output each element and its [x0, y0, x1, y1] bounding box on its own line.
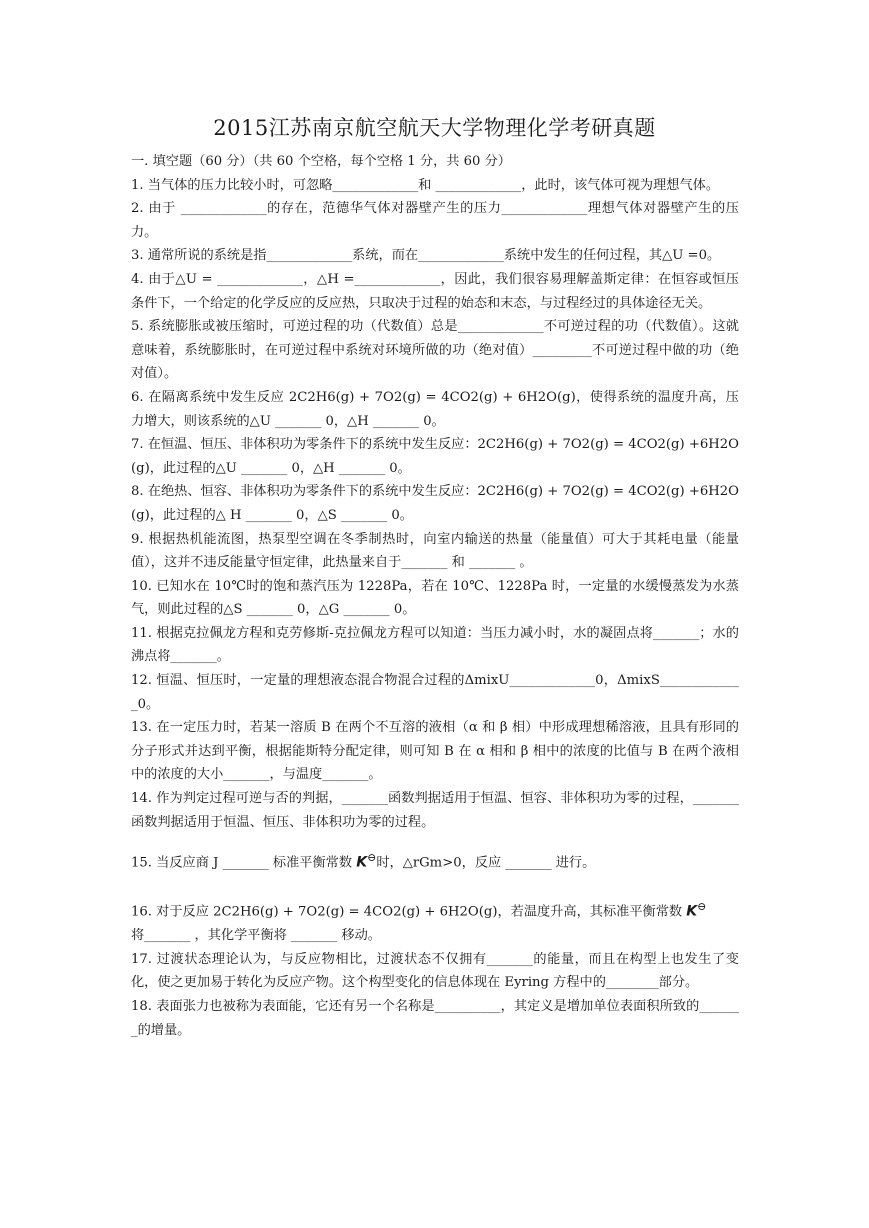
question-8: 8. 在绝热、恒容、非体积功为零条件下的系统中发生反应：2C2H6(g) + 7O2(g) = 4CO2(g) +6H2O(g)，此过程的△ H _______ 0，△S _______ 0。 — [131, 484, 739, 523]
question-14: 14. 作为判定过程可逆与否的判据，_______函数判据适用于恒温、恒容、非体积功为零的过程，_______函数判据适用于恒温、恒压、非体积功为零的过程。 — [131, 791, 739, 830]
question-2: 2. 由于 _____________的存在，范德华气体对器壁产生的压力_____________理想气体对器壁产生的压力。 — [131, 201, 739, 240]
question-9: 9. 根据热机能流图，热泵型空调在冬季制热时，向室内输送的热量（能量值）可大于其耗电量（能量值），这并不违反能量守恒定律，此热量来自于_______ 和 _______ 。 — [131, 531, 739, 571]
question-10: 10. 已知水在 10℃时的饱和蒸汽压为 1228Pa，若在 10℃、1228Pa 时，一定量的水缓慢蒸发为水蒸气，则此过程的△S _______ 0，△G _______ 0。 — [131, 578, 739, 618]
q15-text-after: 时，△rGm>0，反应 _______ 进行。 — [376, 855, 596, 871]
standard-state-superscript: ⊖ — [697, 900, 707, 914]
section-heading: 一. 填空题（60 分）（共 60 个空格，每个空格 1 分，共 60 分） — [131, 154, 511, 169]
question-15 — [131, 846, 739, 875]
q16-text-after: 将_______ ，其化学平衡将 _______ 移动。 — [131, 928, 381, 944]
equilibrium-constant-symbol: K — [356, 854, 368, 871]
standard-state-superscript: ⊖ — [367, 851, 377, 865]
question-11: 11. 根据克拉佩龙方程和克劳修斯-克拉佩龙方程可以知道：当压力减小时，水的凝固点将_______；水的沸点将_______。 — [131, 625, 739, 665]
question-13: 13. 在一定压力时，若某一溶质 B 在两个不互溶的液相（α 和 β 相）中形成理想稀溶液，且具有形同的分子形式并达到平衡，根据能斯特分配定律，则可知 B 在 α 相和 β 相中的浓度的比值与 B 在两个液相中的浓度的大小_______，与温度_______。 — [131, 720, 739, 783]
question-4: 4. 由于△U = _____________，△H =_____________，因此，我们很容易理解盖斯定律：在恒容或恒压条件下，一个给定的化学反应的反应热，只取决于过程的始态和末态，与过程经过的具体途径无关。 — [131, 271, 739, 311]
q15-text-before: 15. 当反应商 J _______ 标准平衡常数 — [131, 855, 357, 871]
question-7: 7. 在恒温、恒压、非体积功为零条件下的系统中发生反应：2C2H6(g) + 7O2(g) = 4CO2(g) +6H2O(g)，此过程的△U _______ 0，△H _______ 0。 — [131, 437, 739, 476]
q16-text-before: 16. 对于反应 2C2H6(g) + 7O2(g) = 4CO2(g) + 6H2O(g)，若温度升高，其标准平衡常数 — [131, 904, 687, 920]
spacer — [131, 834, 739, 846]
spacer — [131, 875, 739, 895]
question-17: 17. 过渡状态理论认为，与反应物相比，过渡状态不仅拥有_______的能量，而且在构型上也发生了变化，使之更加易于转化为反应产物。这个构型变化的信息体现在 Eyring 方程中的________部分。 — [131, 951, 739, 991]
question-3: 3. 通常所说的系统是指_____________系统，而在_____________系统中发生的任何过程，其△U =0。 — [131, 248, 721, 264]
page-title: 2015江苏南京航空航天大学物理化学考研真题 — [213, 116, 656, 140]
equilibrium-constant-symbol: K — [686, 903, 698, 920]
question-6: 6. 在隔离系统中发生反应 2C2H6(g) + 7O2(g) = 4CO2(g) + 6H2O(g)，使得系统的温度升高，压力增大，则该系统的△U _______ 0，△H _______ 0。 — [131, 389, 739, 429]
document-body — [131, 150, 739, 1042]
question-5: 5. 系统膨胀或被压缩时，可逆过程的功（代数值）总是_____________不可逆过程的功（代数值）。这就意味着，系统膨胀时，在可逆过程中系统对环境所做的功（绝对值）_________不可逆过程中做的功（绝对值）。 — [131, 319, 739, 382]
question-18: 18. 表面张力也被称为表面能，它还有另一个名称是__________，其定义是增加单位表面积所致的_______的增量。 — [131, 998, 739, 1038]
question-1: 1. 当气体的压力比较小时，可忽略_____________和 _____________，此时，该气体可视为理想气体。 — [131, 177, 720, 193]
question-12: 12. 恒温、恒压时，一定量的理想液态混合物混合过程的ΔmixU_____________0，ΔmixS_____________0。 — [131, 673, 739, 712]
question-16 — [131, 895, 739, 948]
